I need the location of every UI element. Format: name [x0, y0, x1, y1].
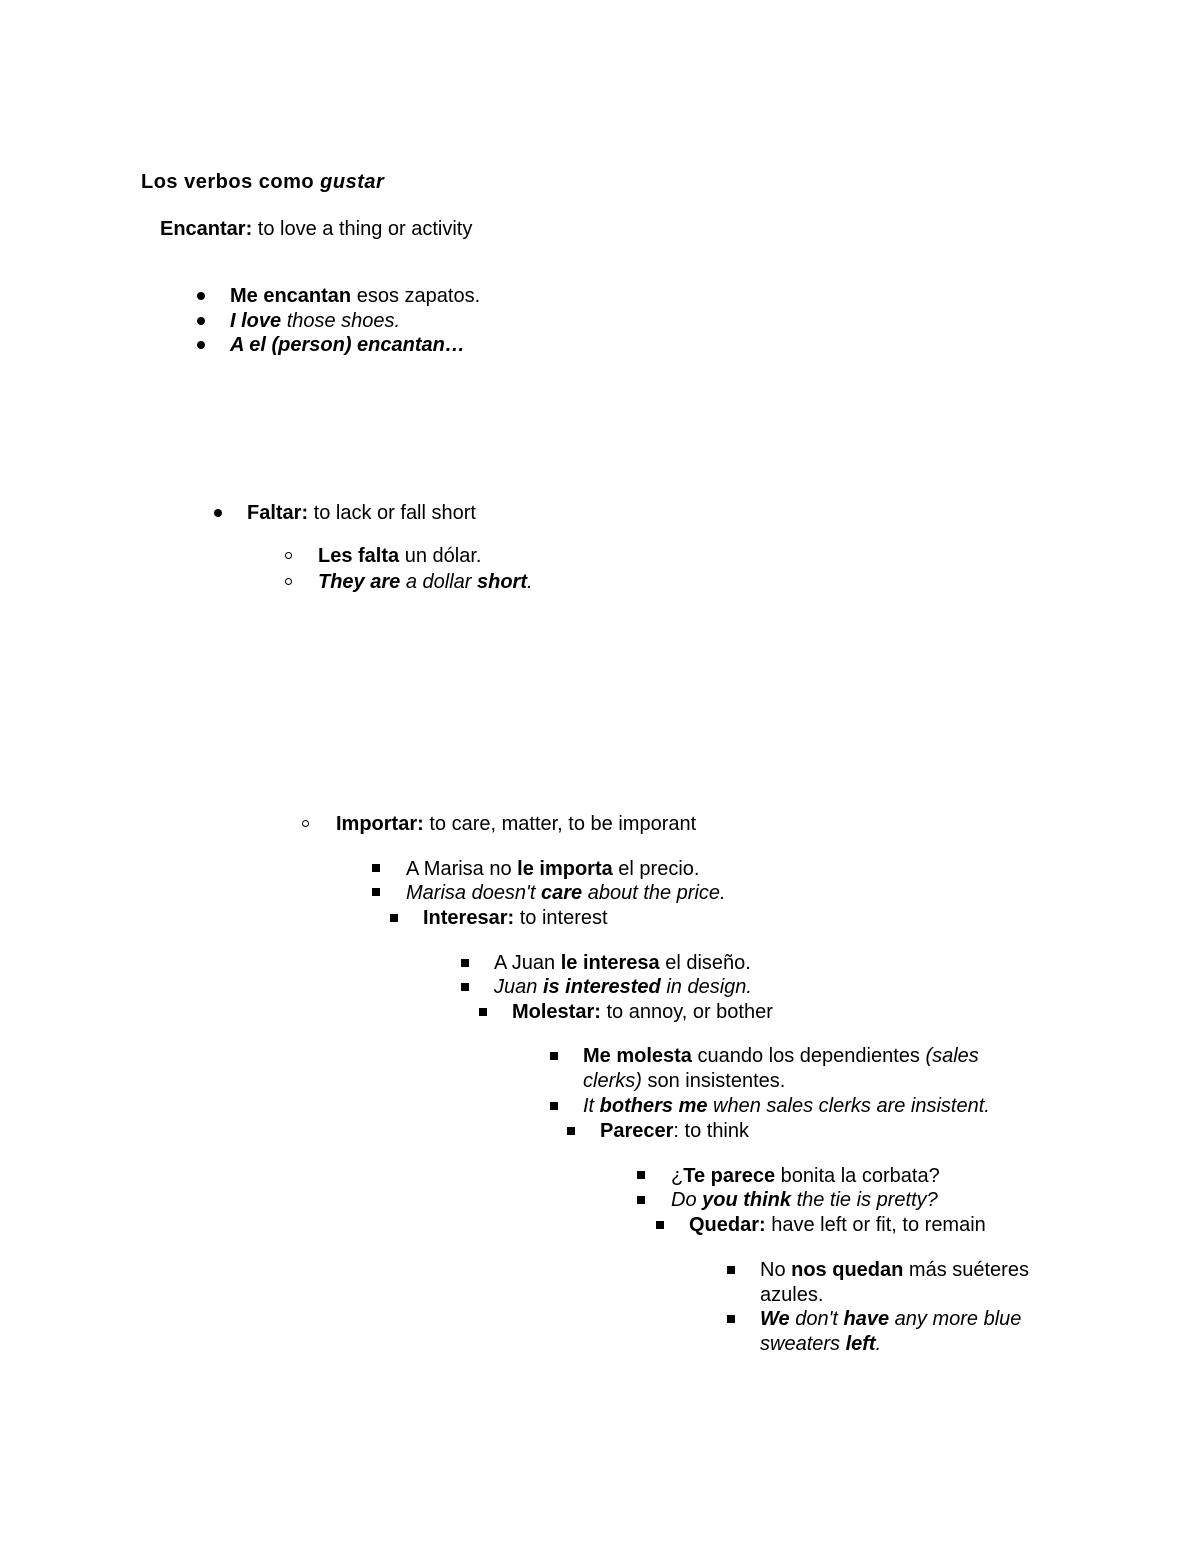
square-bullet-icon — [390, 914, 398, 922]
text: No — [760, 1259, 792, 1281]
title-italic: gustar — [320, 171, 385, 193]
translation-line — [318, 570, 533, 594]
bold-phrase: le importa — [517, 858, 613, 880]
bullet-icon — [197, 317, 205, 325]
bold-phrase: I love — [230, 310, 282, 332]
circle-bullet-icon — [285, 552, 292, 559]
encantar-heading — [160, 217, 472, 241]
term: Interesar: — [423, 907, 515, 929]
text: esos zapatos. — [351, 285, 481, 307]
example-line — [760, 1258, 1029, 1282]
bold-phrase: left — [845, 1333, 876, 1355]
definition: to interest — [514, 907, 608, 929]
term: Importar: — [336, 813, 424, 835]
example-line — [230, 284, 480, 308]
definition: to love a thing or activity — [252, 218, 473, 240]
translation-line — [406, 881, 726, 905]
text: un dólar. — [399, 545, 482, 567]
square-bullet-icon — [550, 1102, 558, 1110]
term: Encantar: — [160, 218, 253, 240]
bold-phrase: short — [476, 571, 527, 593]
bold-phrase: Te parece — [683, 1165, 776, 1187]
square-bullet-icon — [461, 983, 469, 991]
bold-phrase: have — [843, 1308, 890, 1330]
bold-phrase: Les falta — [318, 545, 400, 567]
text: más suéteres — [903, 1259, 1029, 1281]
translation-line — [230, 309, 400, 333]
importar-heading — [336, 812, 696, 836]
translation-line-continued — [760, 1332, 881, 1356]
text: azules. — [760, 1284, 824, 1306]
bullet-icon — [214, 509, 222, 517]
text: cuando los dependientes — [691, 1045, 926, 1067]
text: those shoes. — [281, 310, 401, 332]
text: Do — [671, 1189, 703, 1211]
definition: : to think — [673, 1120, 750, 1142]
text: don't — [789, 1308, 844, 1330]
bold-phrase: nos quedan — [791, 1259, 904, 1281]
text: el precio. — [612, 858, 700, 880]
example-line — [671, 1164, 940, 1188]
translation-line — [760, 1307, 1021, 1331]
text: . — [875, 1333, 882, 1355]
text: the tie is pretty? — [791, 1189, 938, 1211]
bullet-icon — [197, 341, 205, 349]
definition: have left or fit, to remain — [765, 1214, 986, 1236]
translation-line — [671, 1188, 938, 1212]
square-bullet-icon — [567, 1127, 575, 1135]
example-line — [318, 544, 481, 568]
example-line — [583, 1044, 979, 1068]
circle-bullet-icon — [285, 578, 292, 585]
translation-line — [494, 975, 752, 999]
quedar-heading — [689, 1213, 986, 1237]
text: A el (person) encantan… — [230, 334, 465, 356]
text: bonita la corbata? — [775, 1165, 940, 1187]
text: any more blue — [889, 1308, 1022, 1330]
example-line-continued — [760, 1283, 823, 1307]
text: Juan — [494, 976, 543, 998]
text: ¿ — [671, 1165, 684, 1187]
term: Molestar: — [512, 1001, 601, 1023]
bold-phrase: We — [760, 1308, 790, 1330]
text: . — [526, 571, 533, 593]
molestar-heading — [512, 1000, 773, 1024]
term: Quedar: — [689, 1214, 766, 1236]
text: when sales clerks are insistent. — [707, 1095, 990, 1117]
square-bullet-icon — [479, 1008, 487, 1016]
bullet-icon — [197, 292, 205, 300]
parecer-heading — [600, 1119, 749, 1143]
example-line-continued — [583, 1069, 785, 1093]
text: about the price. — [582, 882, 726, 904]
definition: to care, matter, to be imporant — [423, 813, 697, 835]
text: A Marisa no — [406, 858, 518, 880]
bold-phrase: care — [541, 882, 583, 904]
bold-phrase: is interested — [542, 976, 661, 998]
text: It — [583, 1095, 600, 1117]
example-line — [406, 857, 699, 881]
square-bullet-icon — [550, 1052, 558, 1060]
square-bullet-icon — [372, 888, 380, 896]
square-bullet-icon — [461, 959, 469, 967]
example-line — [494, 951, 751, 975]
bold-phrase: bothers me — [599, 1095, 708, 1117]
faltar-heading — [247, 501, 476, 525]
square-bullet-icon — [656, 1221, 664, 1229]
translation-line — [583, 1094, 990, 1118]
text: son insistentes. — [641, 1070, 786, 1092]
circle-bullet-icon — [302, 820, 309, 827]
page-title — [141, 170, 384, 194]
definition: to lack or fall short — [308, 502, 476, 524]
term: Faltar: — [247, 502, 309, 524]
italic-phrase: (sales — [925, 1045, 979, 1067]
text: a dollar — [400, 571, 477, 593]
square-bullet-icon — [637, 1196, 645, 1204]
title-plain: Los verbos como — [141, 171, 321, 193]
bold-phrase: you think — [702, 1189, 792, 1211]
text: in design. — [660, 976, 752, 998]
bold-phrase: They are — [318, 571, 401, 593]
square-bullet-icon — [372, 864, 380, 872]
text: Marisa doesn't — [406, 882, 541, 904]
bold-phrase: Me encantan — [230, 285, 352, 307]
definition: to annoy, or bother — [600, 1001, 773, 1023]
text: sweaters — [760, 1333, 846, 1355]
italic-phrase: clerks) — [583, 1070, 642, 1092]
text: el diseño. — [659, 952, 751, 974]
square-bullet-icon — [727, 1266, 735, 1274]
interesar-heading — [423, 906, 608, 930]
example-line — [230, 333, 465, 357]
bold-phrase: Me molesta — [583, 1045, 692, 1067]
square-bullet-icon — [637, 1171, 645, 1179]
bold-phrase: le interesa — [560, 952, 660, 974]
text: A Juan — [494, 952, 561, 974]
term: Parecer — [600, 1120, 674, 1142]
square-bullet-icon — [727, 1315, 735, 1323]
